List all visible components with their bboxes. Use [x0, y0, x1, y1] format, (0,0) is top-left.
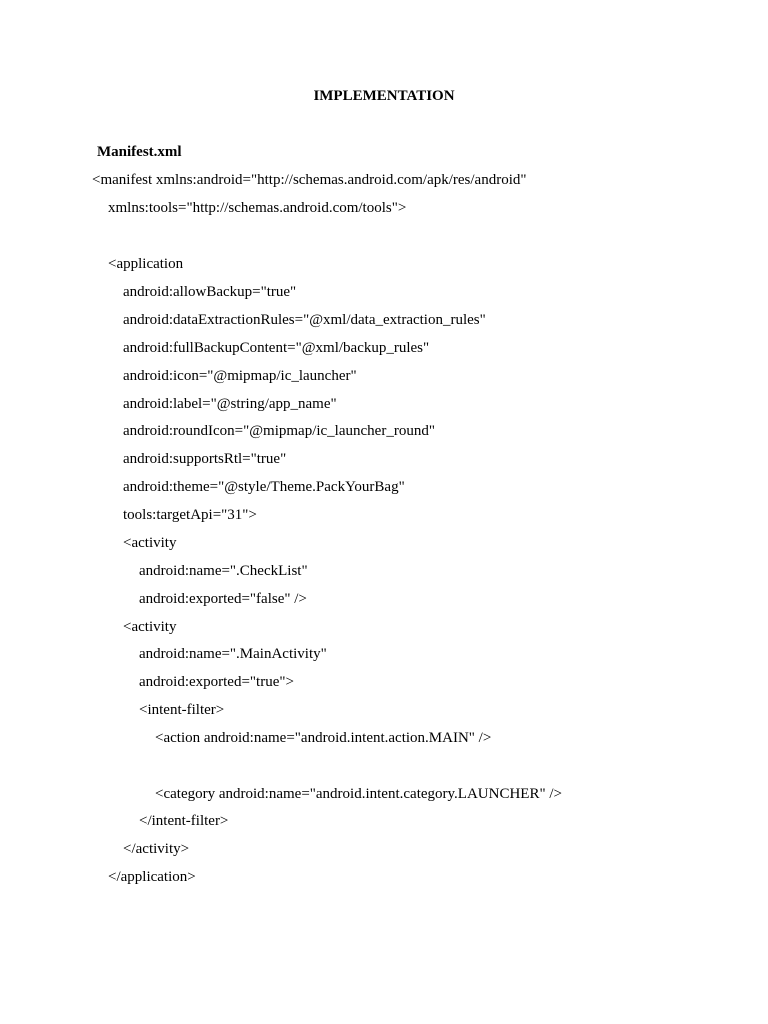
code-line: xmlns:tools="http://schemas.android.com/tools">	[108, 200, 407, 216]
code-line: android:fullBackupContent="@xml/backup_rules"	[123, 340, 430, 356]
code-line: <manifest xmlns:android="http://schemas.android.com/apk/res/android"	[92, 172, 527, 188]
code-line: android:name=".MainActivity"	[139, 646, 327, 662]
code-line: <activity	[123, 535, 177, 551]
code-line: android:theme="@style/Theme.PackYourBag"	[123, 479, 405, 495]
code-line: android:supportsRtl="true"	[123, 451, 287, 467]
code-line: <application	[108, 256, 184, 272]
code-line: </activity>	[123, 841, 190, 857]
code-line: </intent-filter>	[139, 813, 229, 829]
code-line: <category android:name="android.intent.category.LAUNCHER" />	[155, 786, 562, 802]
code-line: android:label="@string/app_name"	[123, 396, 337, 412]
code-line: android:allowBackup="true"	[123, 284, 297, 300]
code-line: android:exported="true">	[139, 674, 294, 690]
code-line: <intent-filter>	[139, 702, 225, 718]
code-line: <action android:name="android.intent.action.MAIN" />	[155, 730, 492, 746]
section-title: Manifest.xml	[97, 144, 182, 160]
code-line: android:dataExtractionRules="@xml/data_extraction_rules"	[123, 312, 486, 328]
page-title: IMPLEMENTATION	[313, 88, 455, 104]
code-line: tools:targetApi="31">	[123, 507, 257, 523]
code-line: android:icon="@mipmap/ic_launcher"	[123, 368, 357, 384]
code-line: </application>	[108, 869, 196, 885]
code-line: <activity	[123, 619, 177, 635]
code-line: android:name=".CheckList"	[139, 563, 308, 579]
code-line: android:roundIcon="@mipmap/ic_launcher_round"	[123, 423, 435, 439]
code-line: android:exported="false" />	[139, 591, 307, 607]
